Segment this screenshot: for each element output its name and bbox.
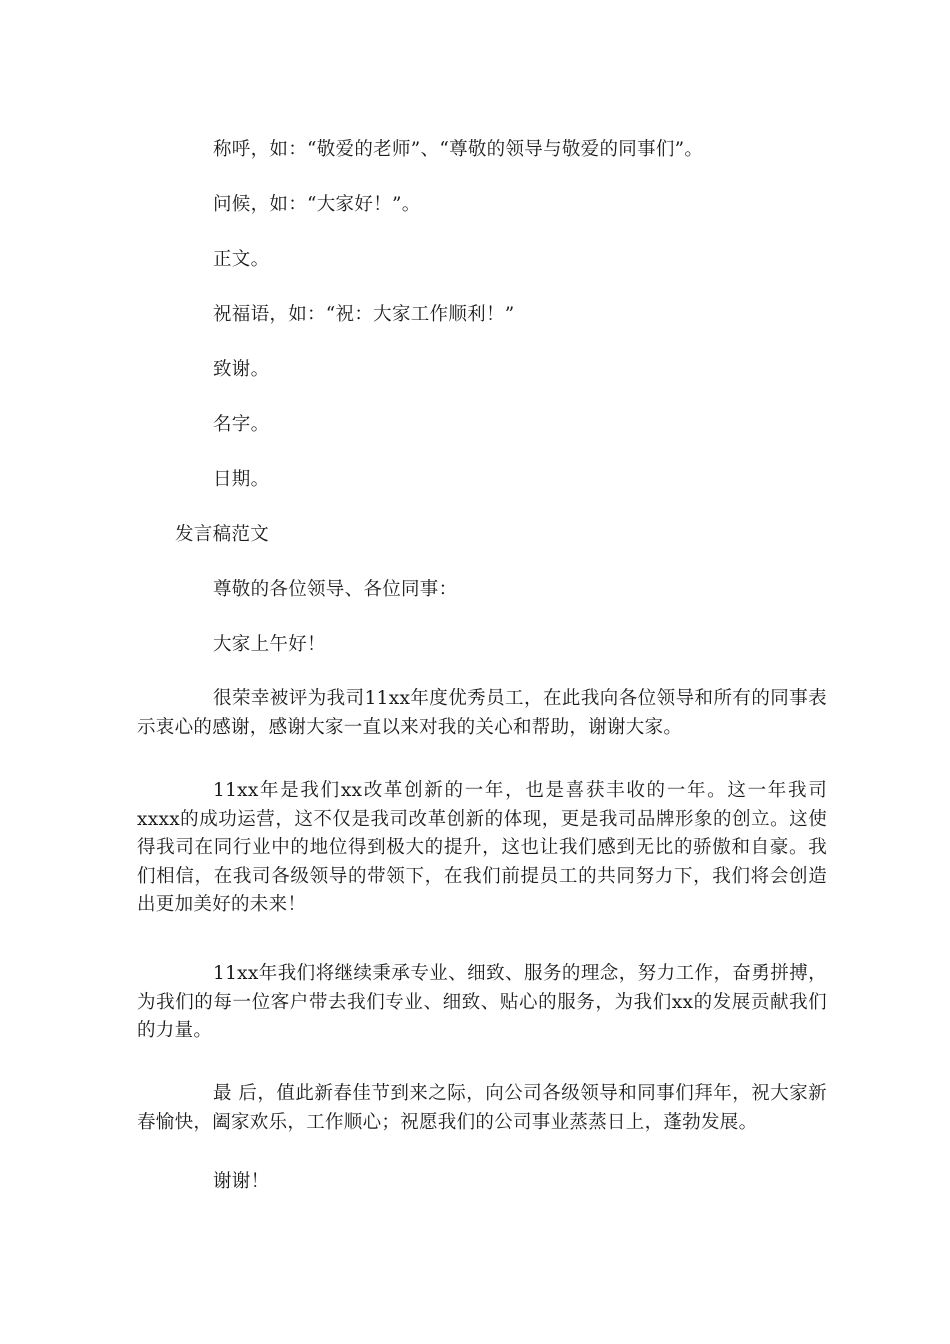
format-item-greeting: 问候，如：“大家好！”。 — [213, 194, 421, 215]
speech-greeting: 大家上午好！ — [213, 634, 326, 655]
speech-closing: 谢谢！ — [213, 1171, 270, 1192]
format-item-body: 正文。 — [213, 249, 270, 270]
format-item-thanks: 致谢。 — [213, 359, 270, 380]
speech-paragraph-1: 很荣幸被评为我司11xx年度优秀员工，在此我向各位领导和所有的同事表示衷心的感谢，感谢大家一直以来对我的关心和帮助，谢谢大家。 — [137, 688, 827, 738]
format-item-blessing: 祝福语，如：“祝：大家工作顺利！” — [213, 304, 515, 325]
section-heading: 发言稿范文 — [175, 524, 270, 545]
format-item-salutation: 称呼，如：“敬爱的老师”、“尊敬的领导与敬爱的同事们”。 — [213, 139, 704, 160]
speech-paragraph-4: 最 后，值此新春佳节到来之际，向公司各级领导和同事们拜年，祝大家新春愉快，阖家欢乐，工作顺心；祝愿我们的公司事业蒸蒸日上，蓬勃发展。 — [137, 1083, 827, 1133]
speech-paragraph-3: 11xx年我们将继续秉承专业、细致、服务的理念，努力工作，奋勇拼搏，为我们的每一位客户带去我们专业、细致、贴心的服务，为我们xx的发展贡献我们的力量。 — [137, 963, 827, 1041]
speech-salutation: 尊敬的各位领导、各位同事： — [213, 579, 458, 600]
format-item-name: 名字。 — [213, 414, 270, 435]
speech-paragraph-2: 11xx年是我们xx改革创新的一年，也是喜获丰收的一年。这一年我司xxxx的成功运营，这不仅是我司改革创新的体现，更是我司品牌形象的创立。这使得我司在同行业中的地位得到极大的提升，这也让我们感到无比的骄傲和自豪。我们相信，在我司各级领导的带领下，在我们前提员工的共同努力下，我们将会创造出更加美好的未来！ — [137, 780, 827, 915]
format-item-date: 日期。 — [213, 469, 270, 490]
